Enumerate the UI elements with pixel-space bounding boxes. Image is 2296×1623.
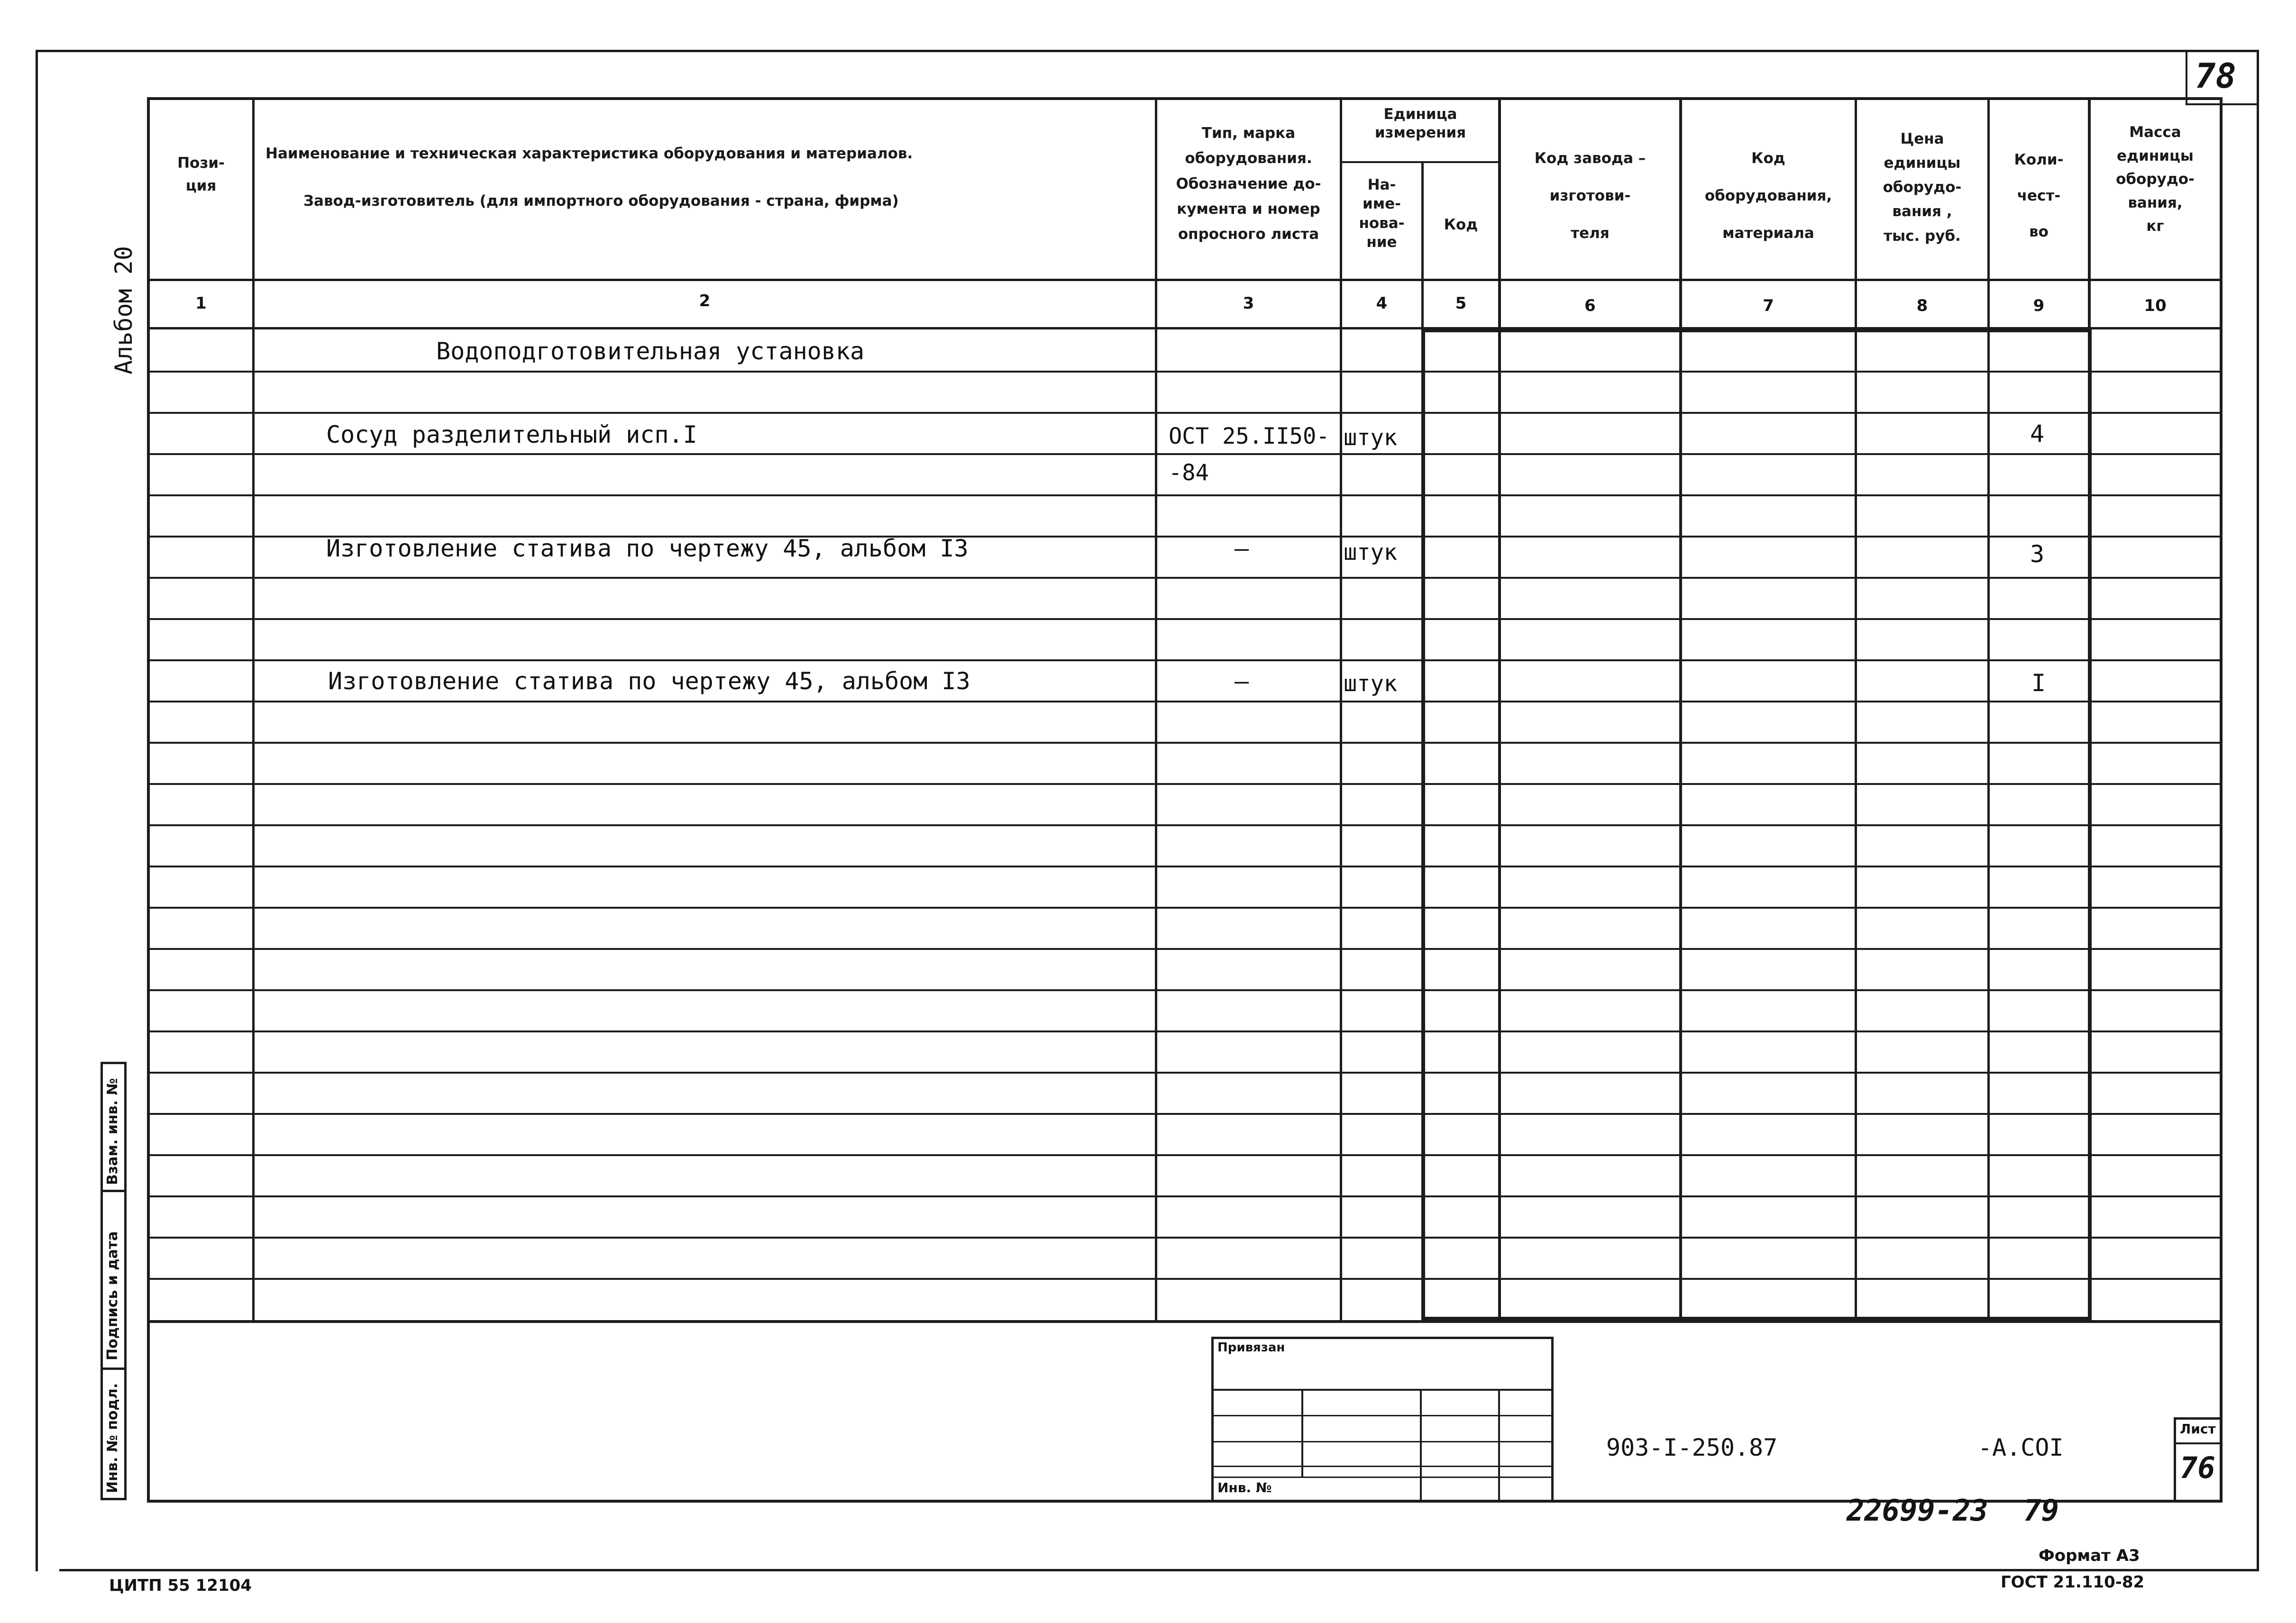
- row-line: [147, 412, 2223, 414]
- outer-frame-right: [2257, 50, 2259, 1571]
- outer-frame-bottom: [59, 1569, 2259, 1571]
- colnum-3: 3: [1243, 294, 1254, 313]
- colnum-8: 8: [1916, 296, 1928, 315]
- page-number-top: 78: [2195, 56, 2236, 96]
- doc-suffix: -A.COI: [1978, 1434, 2064, 1461]
- row-line: [147, 618, 2223, 620]
- list-label: Лист: [2180, 1421, 2216, 1437]
- header-factory-code: Код завода – изготови- теля: [1534, 150, 1646, 242]
- row-line: [147, 1237, 2223, 1239]
- item-2-doc: –: [1235, 535, 1249, 562]
- table-frame-right: [2220, 97, 2223, 1503]
- colnum-4: 4: [1376, 294, 1388, 313]
- colnum-9: 9: [2033, 296, 2045, 315]
- header-unit-group: Единица измерения: [1374, 106, 1466, 141]
- stamp-privyazan: Привязан: [1217, 1340, 1285, 1355]
- item-1-qty: 4: [2030, 420, 2045, 447]
- item-3-doc: –: [1235, 667, 1249, 695]
- item-1-unit: штук: [1344, 425, 1398, 451]
- row-line: [147, 1072, 2223, 1074]
- colnum-7: 7: [1763, 296, 1774, 315]
- album-label: Альбом 20: [110, 246, 137, 374]
- outer-frame-left: [36, 50, 38, 1571]
- handwritten-number: 22699-23 79: [1847, 1493, 2059, 1528]
- row-line: [147, 866, 2223, 867]
- row-line: [147, 1030, 2223, 1032]
- row-line: [147, 1154, 2223, 1156]
- row-line: [147, 494, 2223, 496]
- item-2-unit: штук: [1344, 539, 1398, 565]
- table-frame-top: [147, 97, 2221, 100]
- item-3-name: Изготовление статива по чертежу 45, альбом I3: [328, 667, 970, 695]
- stamp-vzam-inv: Взам. инв. №: [104, 1078, 121, 1185]
- row-line: [147, 783, 2223, 785]
- row-line: [147, 1113, 2223, 1115]
- header-price: Цена единицы оборудо- вания , тыс. руб.: [1883, 130, 1962, 245]
- col-line-2: [1155, 97, 1157, 1320]
- gost-label: ГОСТ 21.110-82: [2001, 1573, 2145, 1592]
- header-mass: Масса единицы оборудо- вания, кг: [2116, 124, 2195, 235]
- item-3-unit: штук: [1344, 671, 1398, 697]
- col-line-8: [1987, 97, 1990, 1320]
- colnum-6: 6: [1584, 296, 1596, 315]
- format-label: Формат А3: [2039, 1546, 2140, 1565]
- item-1-doc-line2: -84: [1169, 460, 1209, 486]
- colnum-10: 10: [2144, 296, 2167, 315]
- section-title: Водоподготовительная установка: [436, 337, 865, 365]
- item-1-name: Сосуд разделительный исп.I: [326, 421, 697, 448]
- row-line: [147, 453, 2223, 455]
- stamp-podpis-data: Подпись и дата: [104, 1231, 121, 1360]
- stamp-inv-no: Инв. №: [1217, 1480, 1272, 1495]
- col-line-3: [1340, 97, 1342, 1320]
- row-line: [147, 371, 2223, 373]
- row-line: [147, 742, 2223, 744]
- row-line: [147, 907, 2223, 909]
- header-quantity: Коли- чест- во: [2014, 151, 2064, 240]
- row-line: [147, 1278, 2223, 1280]
- list-number: 76: [2180, 1450, 2215, 1485]
- col-line-7: [1855, 97, 1857, 1320]
- row-line: [147, 1195, 2223, 1197]
- col-line-1: [252, 97, 255, 1320]
- doc-code: 903-I-250.87: [1606, 1434, 1778, 1461]
- item-2-name: Изготовление статива по чертежу 45, альбом I3: [326, 535, 969, 562]
- row-line: [147, 701, 2223, 702]
- header-unit-code: Код: [1444, 216, 1478, 233]
- colnum-2: 2: [699, 292, 711, 310]
- row-line: [147, 989, 2223, 991]
- row-line: [147, 824, 2223, 826]
- row-line: [147, 948, 2223, 950]
- colnum-1: 1: [195, 294, 207, 313]
- colnum-5: 5: [1455, 294, 1467, 313]
- citp-label: ЦИТП 55 12104: [109, 1576, 252, 1595]
- item-1-doc-line1: ОСТ 25.II50-: [1169, 423, 1330, 449]
- header-name-line2: Завод-изготовитель (для импортного оборудования - страна, фирма): [303, 192, 899, 210]
- header-equipment-code: Код оборудования, материала: [1704, 150, 1832, 242]
- item-2-qty: 3: [2030, 540, 2045, 568]
- stamp-inv-podl: Инв. № подл.: [104, 1383, 121, 1493]
- col-line-6: [1679, 97, 1682, 1320]
- header-type: Тип, марка оборудования. Обозначение до- кумента и номер опросного листа: [1176, 125, 1321, 243]
- col-line-5: [1498, 97, 1501, 1320]
- item-3-qty: I: [2031, 669, 2046, 697]
- header-unit-name: На- име- нова- ние: [1359, 176, 1405, 251]
- outer-frame-top: [36, 50, 2259, 52]
- row-line: [147, 659, 2223, 661]
- header-position: Пози- ция: [177, 155, 225, 195]
- header-name-line1: Наименование и техническая характеристика оборудования и материалов.: [265, 145, 913, 162]
- row-line: [147, 577, 2223, 579]
